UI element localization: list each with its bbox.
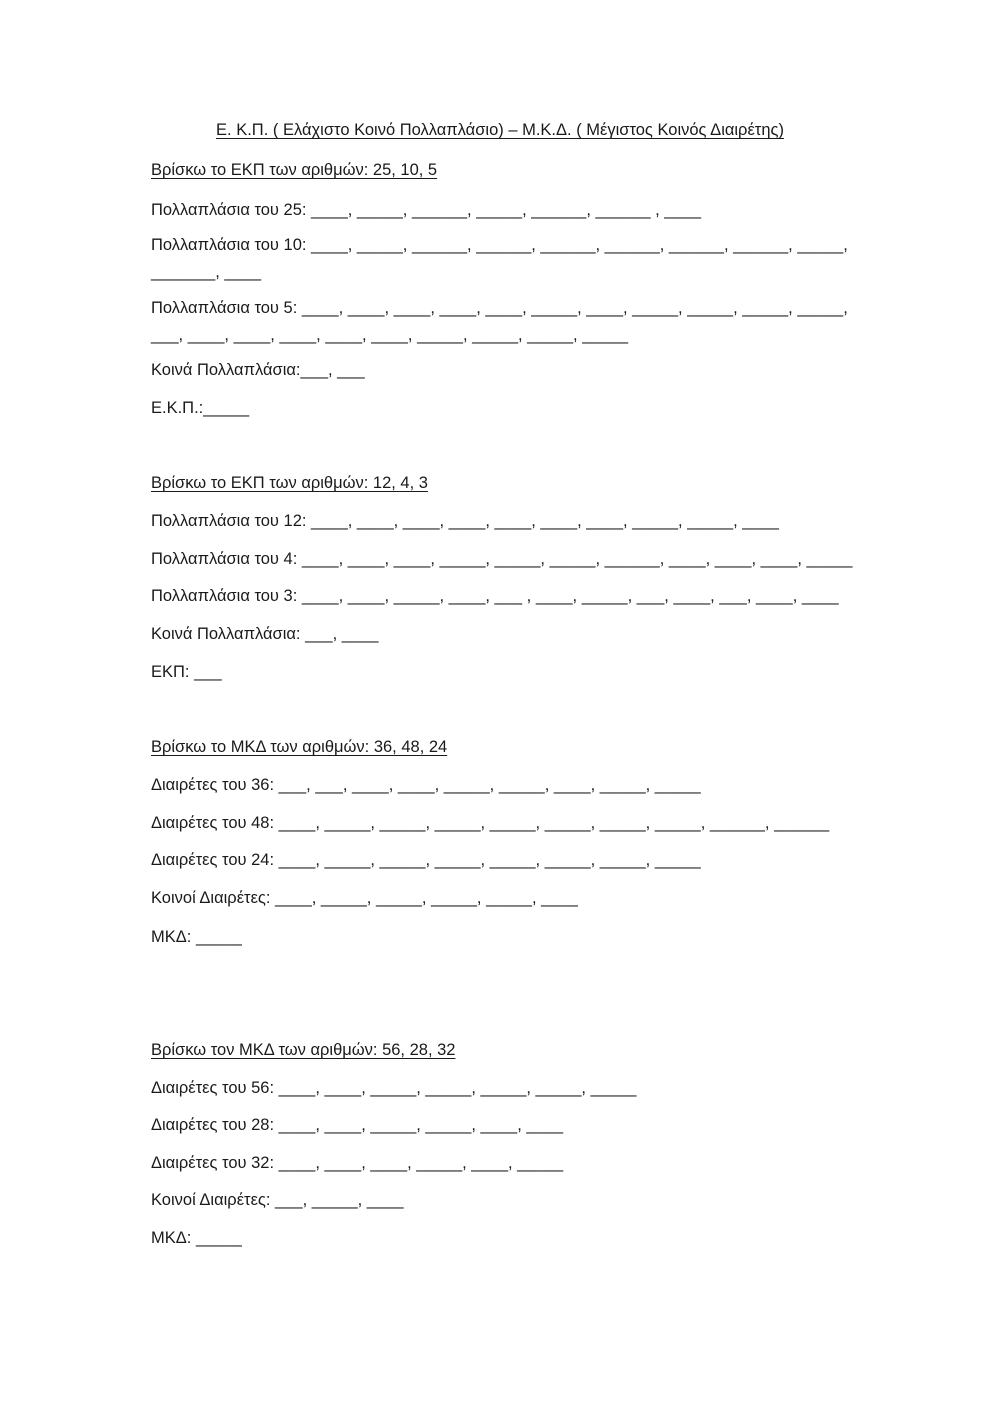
section-heading: Βρίσκω το ΕΚΠ των αριθμών: 12, 4, 3: [151, 474, 428, 492]
section-heading: Βρίσκω το ΜΚΔ των αριθμών: 36, 48, 24: [151, 738, 448, 756]
worksheet-line: Πολλαπλάσια του 10: ____, _____, ______, ______, ______, ______, ______, ______, _____,: [151, 236, 848, 254]
worksheet-line: Κοινοί Διαιρέτες: ___, _____, ____: [151, 1191, 404, 1209]
worksheet-line: Πολλαπλάσια του 3: ____, ____, _____, ____, ___ , ____, _____, ___, ____, ___, ____, ____: [151, 587, 839, 605]
section-heading: Βρίσκω τον ΜΚΔ των αριθμών: 56, 28, 32: [151, 1041, 456, 1059]
worksheet-line: Διαιρέτες του 24: ____, _____, _____, _____, _____, _____, _____, _____: [151, 851, 701, 869]
worksheet-line: Διαιρέτες του 56: ____, ____, _____, _____, _____, _____, _____: [151, 1079, 637, 1097]
worksheet-line: Πολλαπλάσια του 12: ____, ____, ____, ____, ____, ____, ____, _____, _____, ____: [151, 512, 779, 530]
worksheet-line: _______, ____: [151, 263, 262, 281]
worksheet-line: Πολλαπλάσια του 4: ____, ____, ____, _____, _____, _____, ______, ____, ____, ____, _____: [151, 550, 853, 568]
worksheet-line: Κοινά Πολλαπλάσια: ___, ____: [151, 625, 379, 643]
worksheet-line: ___, ____, ____, ____, ____, ____, _____, _____, _____, _____: [151, 326, 629, 344]
worksheet-line: ΕΚΠ: ___: [151, 663, 222, 681]
worksheet-line: Διαιρέτες του 36: ___, ___, ____, ____, _____, _____, ____, _____, _____: [151, 776, 701, 794]
worksheet-line: Πολλαπλάσια του 25: ____, _____, ______, _____, ______, ______ , ____: [151, 201, 702, 219]
worksheet-line: Ε.Κ.Π.:_____: [151, 399, 250, 417]
worksheet-line: Κοινά Πολλαπλάσια:___, ___: [151, 361, 365, 379]
worksheet-line: ΜΚΔ: _____: [151, 928, 242, 946]
worksheet-line: Κοινοί Διαιρέτες: ____, _____, _____, _____, _____, ____: [151, 889, 578, 907]
section-heading: Βρίσκω το ΕΚΠ των αριθμών: 25, 10, 5: [151, 161, 438, 179]
page-title: Ε. Κ.Π. ( Ελάχιστο Κοινό Πολλαπλάσιο) – Μ.Κ.Δ. ( Μέγιστος Κοινός Διαιρέτης): [216, 121, 784, 139]
worksheet-line: Διαιρέτες του 32: ____, ____, ____, _____, ____, _____: [151, 1154, 564, 1172]
worksheet-line: ΜΚΔ: _____: [151, 1229, 242, 1247]
worksheet-line: Διαιρέτες του 28: ____, ____, _____, _____, ____, ____: [151, 1116, 564, 1134]
worksheet-line: Πολλαπλάσια του 5: ____, ____, ____, ____, ____, _____, ____, _____, _____, _____, _____,: [151, 299, 848, 317]
worksheet-line: Διαιρέτες του 48: ____, _____, _____, _____, _____, _____, _____, _____, ______, ______: [151, 814, 830, 832]
